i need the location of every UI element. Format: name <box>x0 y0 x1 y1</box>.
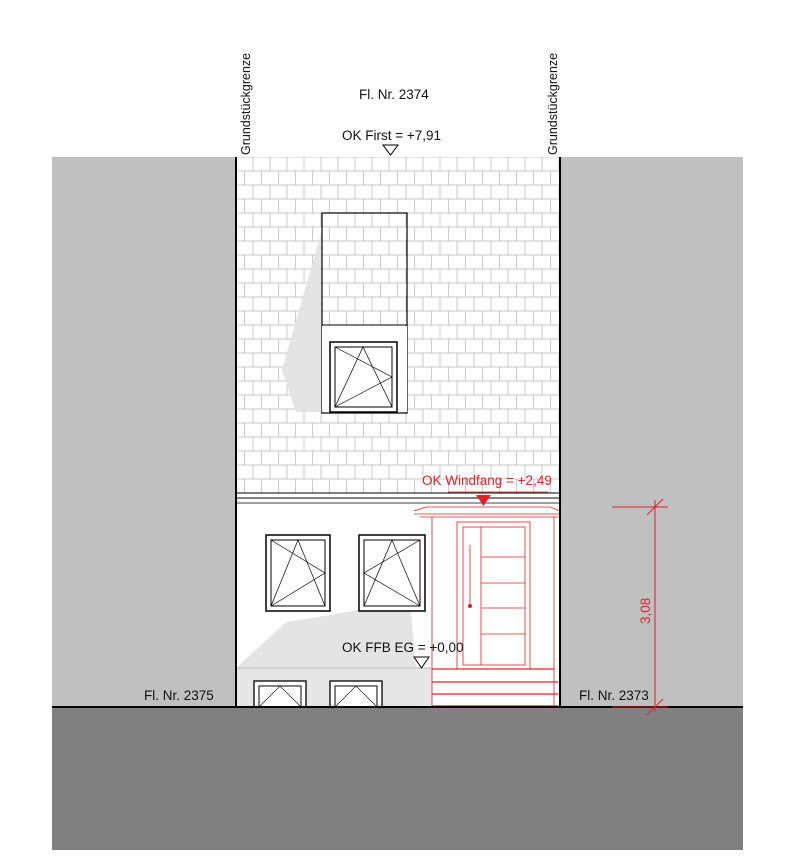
ground-floor-window-left <box>266 535 330 611</box>
parcel-label-right: Fl. Nr. 2373 <box>579 688 649 703</box>
basement-window-left <box>254 681 306 707</box>
boundary-label-right: Grundstückgrenze <box>546 52 560 155</box>
parcel-label-left: Fl. Nr. 2375 <box>144 688 214 703</box>
basement-window-right <box>330 681 382 707</box>
ridge-level-label: OK First = +7,91 <box>342 128 442 143</box>
neighbor-building-left <box>52 157 236 707</box>
boundary-label-left: Grundstückgrenze <box>239 52 253 155</box>
vestibule-level-label: OK Windfang = +2,49 <box>422 473 552 488</box>
eave-gutter <box>236 493 560 503</box>
dormer-window <box>330 342 397 412</box>
ridge-level-marker <box>383 145 398 155</box>
ground-floor-window-right <box>359 535 425 611</box>
parcel-label-top: Fl. Nr. 2374 <box>359 87 429 102</box>
ground <box>52 707 743 850</box>
floor-level-label: OK FFB EG = +0,00 <box>342 640 464 655</box>
height-dimension-label: 3,08 <box>638 597 653 624</box>
